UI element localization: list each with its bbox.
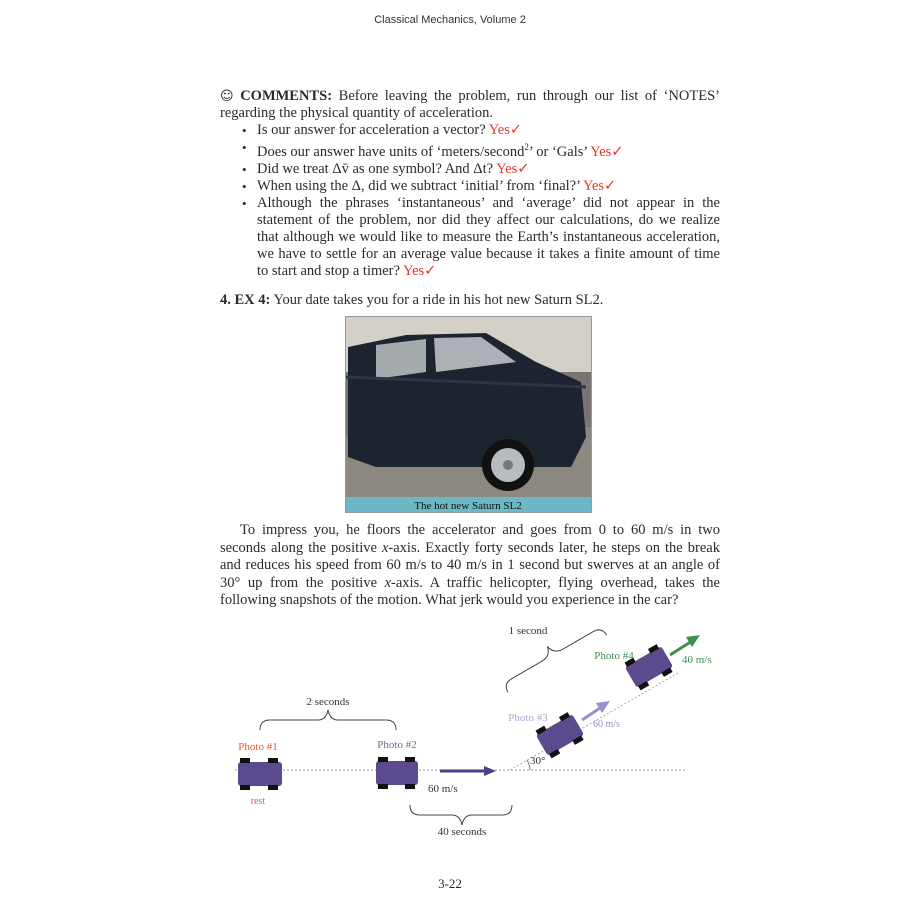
motion-diagram (200, 610, 712, 850)
comments-intro (220, 88, 720, 122)
example-label: 4. EX 4: (220, 292, 271, 308)
v60-label-b: 60 m/s (593, 719, 620, 730)
problem-paragraph: To impress you, he floors the accelerator and goes from 0 to 60 m/s in two seconds along the positive x-axis. Exactly forty seconds later, he steps on the break and reduces his speed from 60 m/s to 40 m/s in 1 second but swerves at an angle of 30° up from the positive x-axis. A traffic helicopter, flying overhead, takes the following snapshots of the motion. What jerk would you experience in the car? (220, 522, 720, 608)
photo-caption: The hot new Saturn SL2 (414, 500, 522, 512)
checklist-item: • Although the phrases ‘instantaneous’ and ‘average’ did not appear in the statement of the problem, nor did they affect our calculations, do we realize that although we would like to measure the Earth’s instantaneous acceleration, we have to settle for an average value because it takes a finite amount of time to start and stop a timer? Yes✓ (257, 195, 720, 280)
comments-section (220, 88, 720, 280)
yes-check: Yes✓ (582, 177, 617, 194)
photo3-label: Photo #3 (508, 712, 548, 724)
example-text: Your date takes you for a ride in his hot new Saturn SL2. (270, 292, 604, 308)
one-second-label: 1 second (508, 625, 548, 637)
v60-label-a: 60 m/s (428, 783, 458, 795)
comments-heading: COMMENTS: (240, 88, 333, 104)
running-header: Classical Mechanics, Volume 2 (374, 14, 526, 26)
car-photo (345, 316, 592, 513)
car-photo-image (346, 317, 591, 512)
smiley-icon: ☺ (220, 89, 234, 104)
yes-check: Yes✓ (403, 262, 437, 279)
checklist-item: • When using the Δ, did we subtract ‘initial’ from ‘final?’ Yes✓ (257, 178, 720, 195)
yes-check: Yes✓ (496, 160, 530, 177)
checklist-item: • Did we treat Δv̄ as one symbol? And Δt? Yes✓ (257, 161, 720, 178)
checklist-item: • Is our answer for acceleration a vector? Yes✓ (257, 122, 720, 139)
photo2-label: Photo #2 (377, 739, 417, 751)
two-seconds-label: 2 seconds (306, 696, 350, 708)
brace-2-seconds (260, 710, 396, 730)
angle-label: 30° (530, 755, 546, 767)
photo4-label: Photo #4 (594, 650, 634, 662)
v40-label: 40 m/s (682, 654, 712, 666)
photo1-label: Photo #1 (238, 741, 278, 753)
car-photo-2 (376, 757, 418, 789)
rest-label: rest (250, 796, 266, 807)
checklist-item: • Does our answer have units of ‘meters/second$^2$’ or ‘Gals’ Yes✓ (257, 139, 720, 161)
velocity-arrow-40 (670, 641, 692, 655)
yes-check: Yes✓ (590, 143, 624, 160)
yes-check: Yes✓ (488, 122, 522, 138)
page-number: 3-22 (438, 876, 462, 891)
car-photo-1 (238, 758, 282, 790)
brace-40-seconds (410, 805, 512, 825)
forty-seconds-label: 40 seconds (437, 826, 487, 838)
comments-intro-text: Before leaving the problem, run through our list of ‘NOTES’ regarding the physical quantity of acceleration. (220, 88, 720, 121)
example-heading (220, 292, 720, 309)
notes-checklist (220, 122, 720, 280)
